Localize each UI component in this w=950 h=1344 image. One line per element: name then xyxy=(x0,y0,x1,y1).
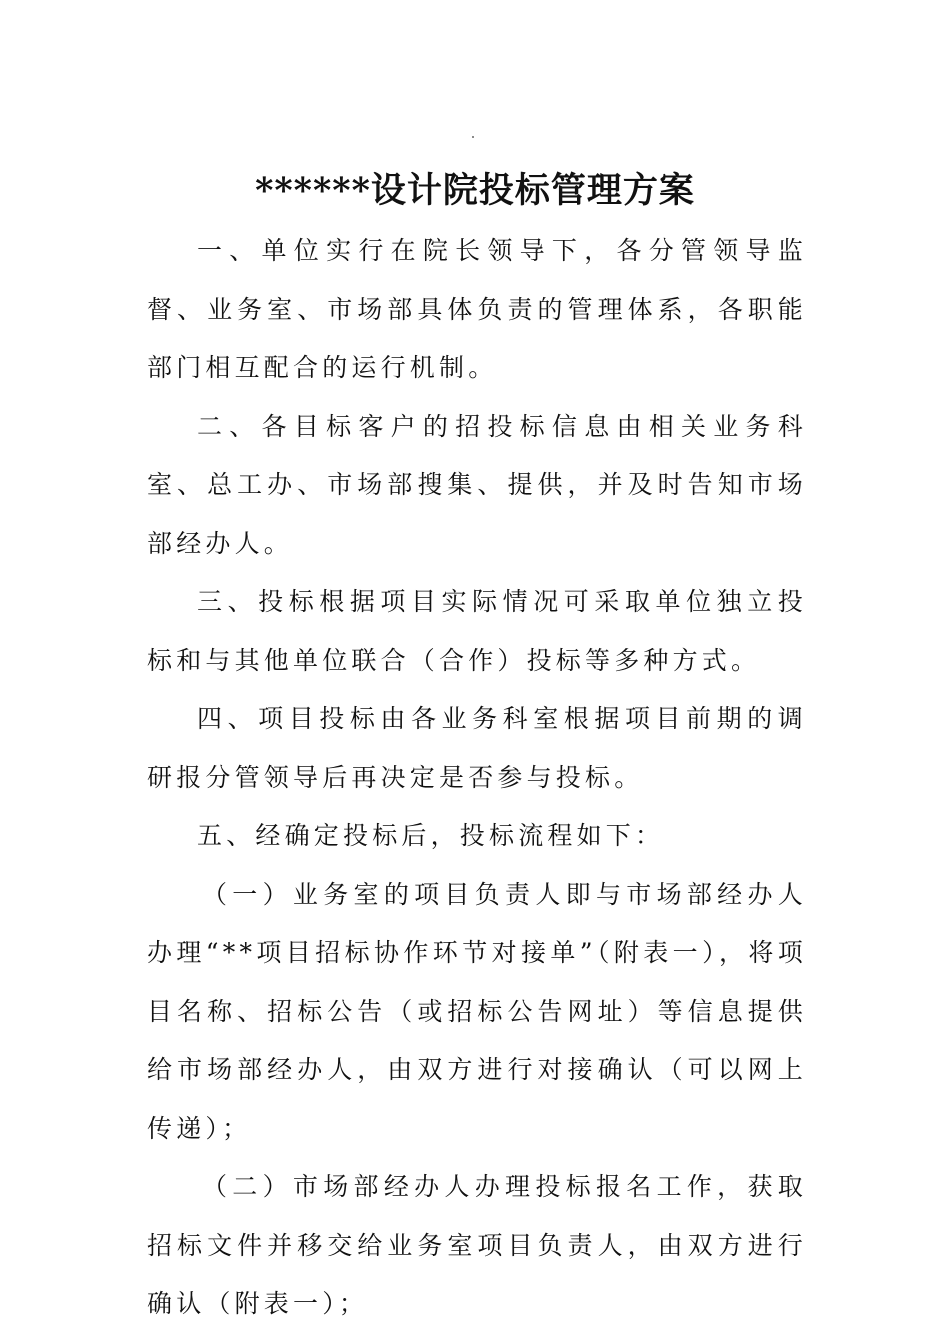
document-title: ******设计院投标管理方案 xyxy=(255,170,695,212)
paragraph-6: （一）业务室的项目负责人即与市场部经办人办理“**项目招标协作环节对接单”（附表一），将项目名称、招标公告（或招标公告网址）等信息提供给市场部经办人，由双方进行对接确认（可以网上传递）； xyxy=(147,879,807,1143)
paragraph-7: （二）市场部经办人办理投标报名工作，获取招标文件并移交给业务室项目负责人，由双方进行确认（附表一）； xyxy=(147,1172,807,1318)
document-body xyxy=(147,222,807,1334)
page-dot-mark xyxy=(472,136,474,138)
paragraph-2: 二、各目标客户的招投标信息由相关业务科室、总工办、市场部搜集、提供，并及时告知市场部经办人。 xyxy=(147,411,807,558)
paragraph-1: 一、单位实行在院长领导下，各分管领导监督、业务室、市场部具体负责的管理体系，各职能部门相互配合的运行机制。 xyxy=(147,236,807,382)
paragraph-3: 三、投标根据项目实际情况可采取单位独立投标和与其他单位联合（合作）投标等多种方式。 xyxy=(147,587,807,675)
paragraph-4: 四、项目投标由各业务科室根据项目前期的调研报分管领导后再决定是否参与投标。 xyxy=(147,704,807,792)
paragraph-5: 五、经确定投标后，投标流程如下： xyxy=(197,821,665,850)
